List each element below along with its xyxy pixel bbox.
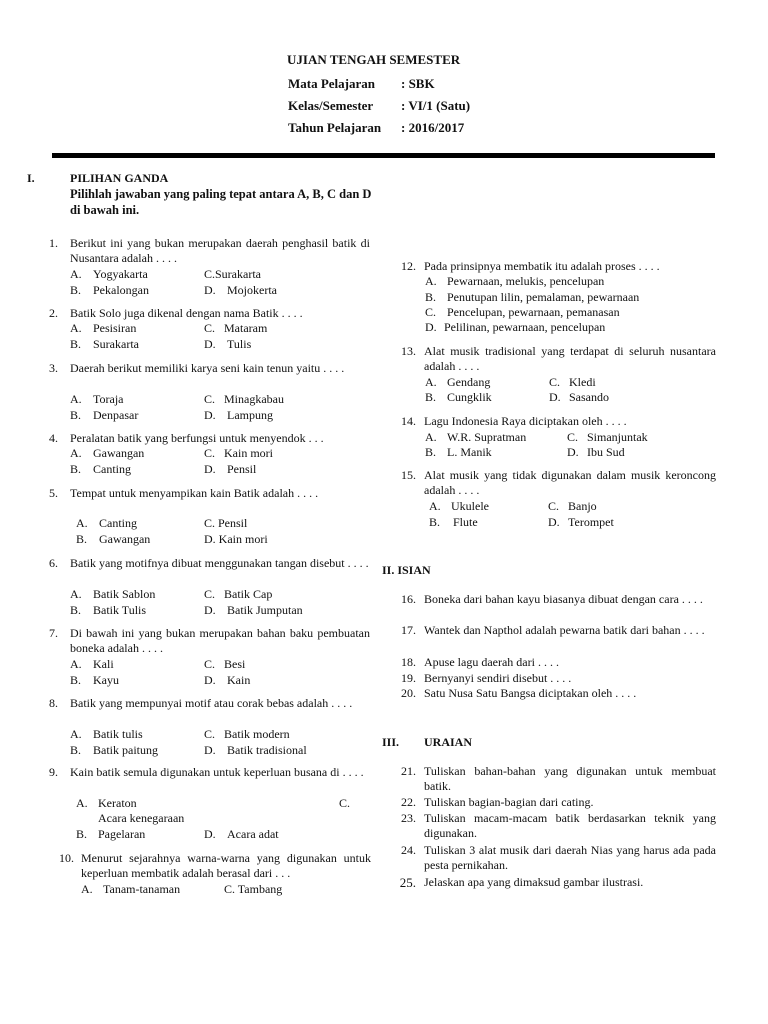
- exam-title: UJIAN TENGAH SEMESTER: [287, 52, 461, 67]
- question-text: Batik Solo juga dikenal dengan nama Batik . . . .: [70, 306, 303, 320]
- section-one-title: PILIHAN GANDA: [70, 171, 169, 185]
- year-row: [288, 120, 465, 136]
- question-number: 4.: [49, 431, 58, 445]
- question-number: 17.: [401, 623, 416, 637]
- subject-label: Mata Pelajaran: [288, 76, 376, 91]
- question-number: 25.: [399, 875, 416, 890]
- question-text: Bernyanyi sendiri disebut . . . .: [424, 671, 572, 685]
- instruction-text: Pilihlah jawaban yang paling tepat antara A, B, C dan D di bawah ini.: [70, 187, 372, 217]
- question-text: Di bawah ini yang bukan merupakan bahan baku pembuatan boneka adalah . . . .: [70, 626, 370, 656]
- question-text: Berikut ini yang bukan merupakan daerah penghasil batik di Nusantara adalah . . . .: [70, 236, 370, 266]
- question-text: Pada prinsipnya membatik itu adalah proses . . . .: [424, 259, 660, 273]
- question-text: Batik yang mempunyai motif atau corak bebas adalah . . . .: [70, 696, 353, 710]
- question-text: Alat musik tradisional yang terdapat di seluruh nusantara adalah . . . .: [424, 344, 716, 374]
- question-text: Tuliskan 3 alat musik dari daerah Nias yang harus ada pada pesta pernikahan.: [424, 843, 716, 873]
- question-number: 6.: [49, 556, 58, 570]
- question-text: Boneka dari bahan kayu biasanya dibuat dengan cara . . . .: [424, 592, 703, 606]
- question-number: 13.: [401, 344, 416, 358]
- question-number: 5.: [49, 486, 58, 500]
- question-number: 3.: [49, 361, 58, 375]
- question-number: 12.: [401, 259, 416, 273]
- question-text: Tempat untuk menyampikan kain Batik adalah . . . .: [70, 486, 319, 500]
- question-text: Peralatan batik yang berfungsi untuk menyendok . . .: [70, 431, 324, 445]
- question-number: 22.: [401, 795, 416, 809]
- class-value: : VI/1 (Satu): [401, 98, 471, 113]
- question-text: Satu Nusa Satu Bangsa diciptakan oleh . . . .: [424, 686, 637, 700]
- question-number: 15.: [401, 468, 416, 482]
- year-label: Tahun Pelajaran: [288, 120, 382, 135]
- section-three-number: III.: [382, 735, 400, 749]
- question-number: 1.: [49, 236, 58, 250]
- question-text: Tuliskan bagian-bagian dari cating.: [424, 795, 594, 809]
- question-number: 19.: [401, 671, 416, 685]
- exam-page: UJIAN TENGAH SEMESTER Mata Pelajaran : SBK Kelas/Semester : VI/1 (Satu) Tahun Pelajaran : 2016/2017 I. PILIHAN GANDA Pilihlah jawaban yang paling tepat antara A, B, C dan D di bawah ini. 1. Berikut ini yang bukan merupakan daerah penghasil batik di Nusantara adalah . . . . A. Yogyakarta C.Surakarta B. Pekalongan D. Mojokerta 2. Batik Solo juga dikenal dengan nama Batik . . . . A. Pesisiran C. Mataram B. Surakarta D. Tulis 3. Daerah berikut memiliki karya seni kain tenun yaitu . . . . A. Toraja C. Minagkabau B. Denpasar D. Lampung 4. Peralatan batik yang berfungsi untuk menyendok . . . A. Gawangan C. Kain mori B. Canting D. Pensil 5. Tempat untuk menyampikan kain Batik adalah . . . . A. Canting C. Pensil B. Gawangan D. Kain mori 6. Batik yang motifnya dibuat menggunakan tangan disebut . . . . A. Batik Sablon C. Batik Cap B. Batik Tulis D. Batik Jumputan 7. Di bawah ini yang bukan merupakan bahan baku pembuatan boneka adalah . . . . A. Kali C. Besi B. Kayu D. Kain 8. Batik yang mempunyai motif atau corak bebas adalah . . . . A. Batik tulis C. Batik modern B. Batik paitung D. Batik tradisional 9. Kain batik semula digunakan untuk keperluan busana di . . . . A. Keraton C. Acara kenegaraan B. Pagelaran D. Acara adat 10. Menurut sejarahnya warna-warna yang digunakan untuk keperluan membatik adalah berasal dari . . . A. Tanam-tanaman C. Tambang 12. Pada prinsipnya membatik itu adalah proses . . . . A. Pewarnaan, melukis, pencelupan B. Penutupan lilin, pemalaman, pewarnaan C. Pencelupan, pewarnaan, pemanasan D. Pelilinan, pewarnaan, pencelupan 13. Alat musik tradisional yang terdapat di seluruh nusantara adalah . . . . A. Gendang C. Kledi B. Cungklik D. Sasando 14. Lagu Indonesia Raya diciptakan oleh . . . . A. W.R. Supratman C. Simanjuntak B. L. Manik D. Ibu Sud 15. Alat musik yang tidak digunakan dalam musik keroncong adalah . . . . A. Ukulele C. Banjo B. Flute D. Terompet II. ISIAN 16. Boneka dari bahan kayu biasanya dibuat dengan cara . . . . 17. Wantek dan Napthol adalah pewarna batik dari bahan . . . . 18. Apuse lagu daerah dari . . . . 19. Bernyanyi sendiri disebut . . . . 20. Satu Nusa Satu Bangsa diciptakan oleh . . . . III. URAIAN 21. Tuliskan bahan-bahan yang digunakan untuk membuat batik. 22. Tuliskan bagian-bagian dari cating. 23. Tuliskan macam-macam batik berdasarkan teknik yang digunakan. 24. Tuliskan 3 alat musik dari daerah Nias yang harus ada pada pesta pernikahan. 25. Jelaskan apa yang dimaksud gambar ilustrasi.: [27, 52, 716, 896]
- question-text: Batik yang motifnya dibuat menggunakan tangan disebut . . . .: [70, 556, 369, 570]
- question-text: Lagu Indonesia Raya diciptakan oleh . . . .: [424, 414, 627, 428]
- question-number: 24.: [401, 843, 416, 857]
- question-text: Kain batik semula digunakan untuk keperluan busana di . . . .: [70, 765, 364, 779]
- question-text: Tuliskan bahan-bahan yang digunakan untuk membuat batik.: [424, 764, 716, 794]
- subject-row: [288, 76, 435, 92]
- class-label: Kelas/Semester: [288, 98, 374, 113]
- subject-value: : SBK: [401, 76, 435, 91]
- question-text: Jelaskan apa yang dimaksud gambar ilustrasi.: [424, 875, 644, 889]
- question-number: 20.: [401, 686, 416, 700]
- question-text: Alat musik yang tidak digunakan dalam musik keroncong adalah . . . .: [424, 468, 716, 498]
- question-number: 18.: [401, 655, 416, 669]
- question-text: Menurut sejarahnya warna-warna yang digunakan untuk keperluan membatik adalah berasal dari . . .: [81, 851, 371, 881]
- header-divider: [52, 153, 715, 158]
- question-text: Daerah berikut memiliki karya seni kain tenun yaitu . . . .: [70, 361, 345, 375]
- question-number: 9.: [49, 765, 58, 779]
- question-number: 8.: [49, 696, 58, 710]
- section-two-title: II. ISIAN: [382, 563, 431, 577]
- year-value: : 2016/2017: [401, 120, 465, 135]
- question-number: 2.: [49, 306, 58, 320]
- class-row: [288, 98, 471, 114]
- section-one-number: I.: [27, 171, 35, 185]
- question-number: 16.: [401, 592, 416, 606]
- question-number: 10.: [59, 851, 74, 865]
- question-number: 14.: [401, 414, 416, 428]
- question-text: Wantek dan Napthol adalah pewarna batik dari bahan . . . .: [424, 623, 705, 637]
- question-text: Tuliskan macam-macam batik berdasarkan teknik yang digunakan.: [424, 811, 716, 841]
- question-number: 23.: [401, 811, 416, 825]
- question-text: Apuse lagu daerah dari . . . .: [424, 655, 559, 669]
- question-number: 21.: [401, 764, 416, 778]
- question-number: 7.: [49, 626, 58, 640]
- section-three-title: URAIAN: [424, 735, 472, 749]
